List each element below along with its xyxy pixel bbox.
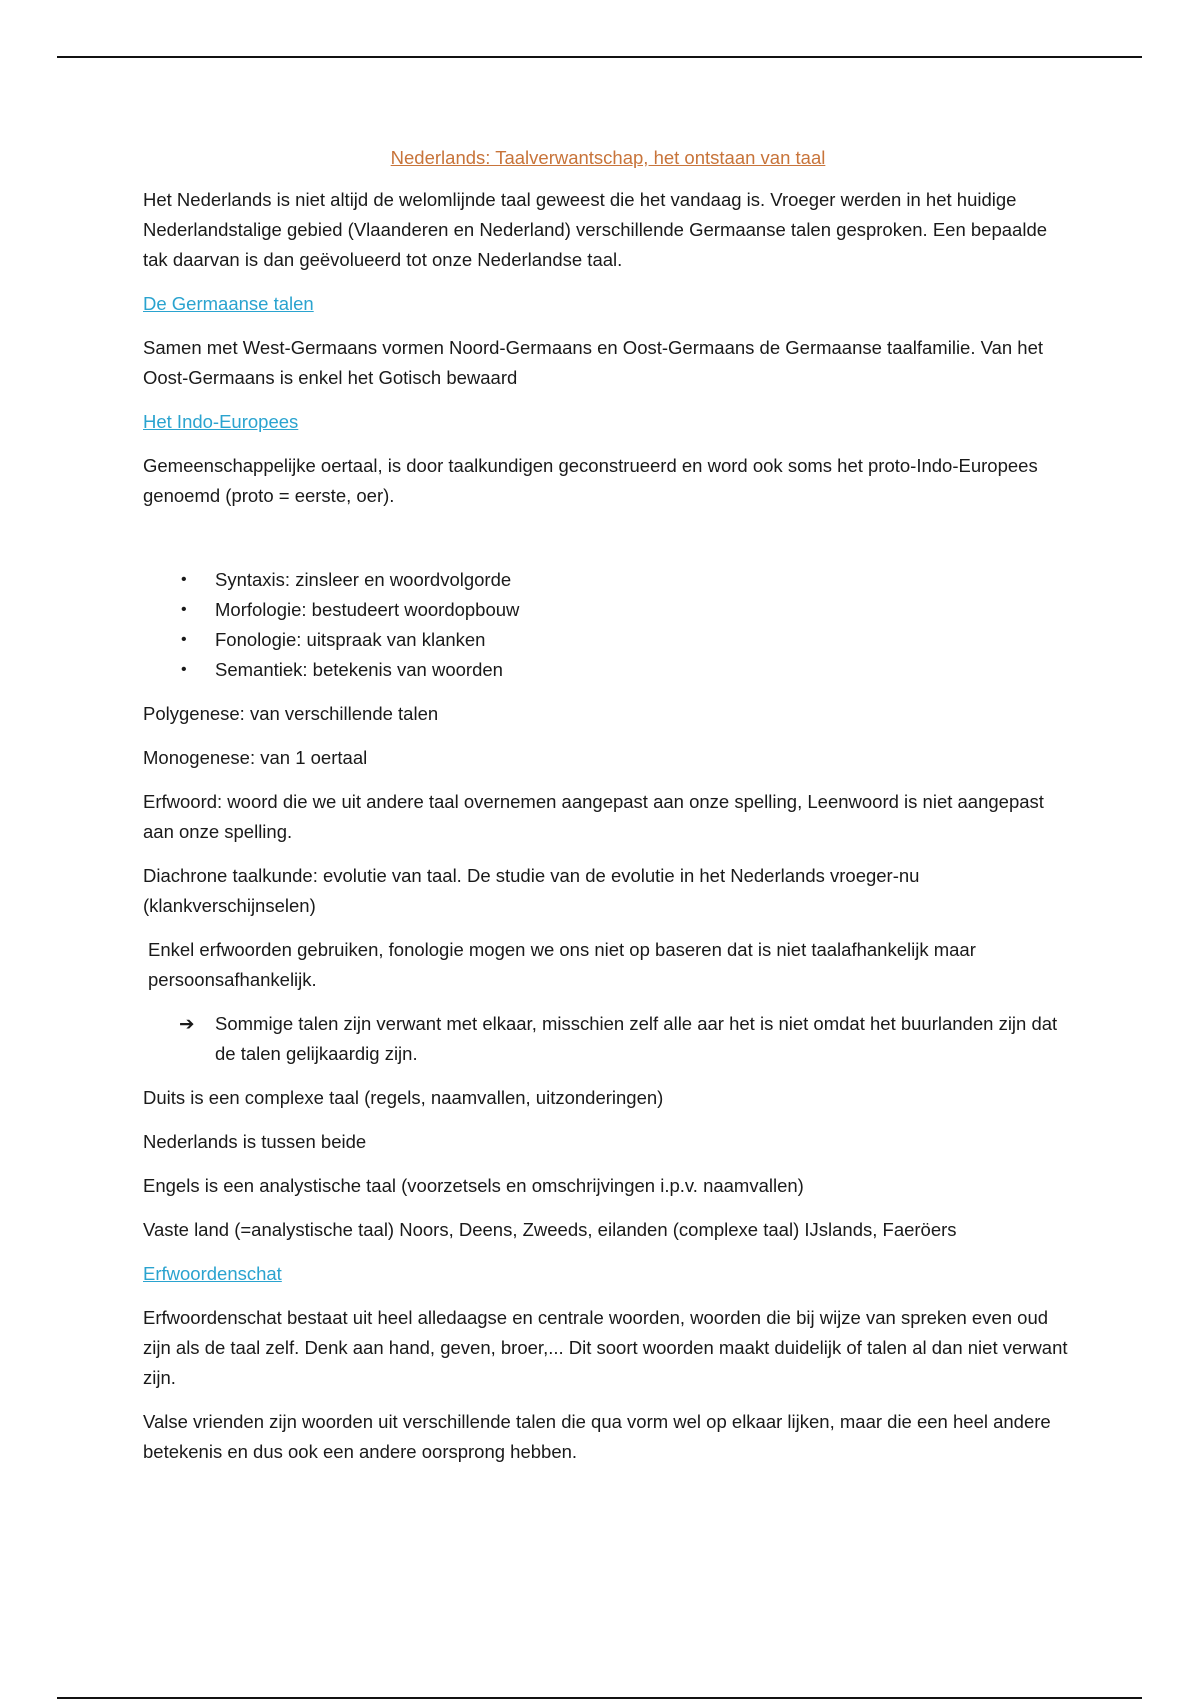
list-item (143, 625, 1073, 655)
bullet-icon: • (181, 661, 187, 678)
indo-europees-paragraph: Gemeenschappelijke oertaal, is door taalkundigen geconstrueerd en word ook soms het proto-Indo-Europees genoemd (proto = eerste, oer). (143, 455, 1038, 506)
document-body (143, 143, 1073, 1481)
list-item-text: Syntaxis: zinsleer en woordvolgorde (215, 569, 512, 590)
duits-paragraph: Duits is een complexe taal (regels, naamvallen, uitzonderingen) (143, 1087, 664, 1108)
linguistics-list (143, 565, 1073, 685)
list-item (143, 595, 1073, 625)
heading-erfwoordenschat: Erfwoordenschat (143, 1263, 282, 1284)
footer-rule (57, 1697, 1142, 1699)
list-item-text: Morfologie: bestudeert woordopbouw (215, 599, 520, 620)
list-item (143, 655, 1073, 685)
bullet-icon: • (181, 601, 187, 618)
diachrone-paragraph: Diachrone taalkunde: evolutie van taal. De studie van de evolutie in het Nederlands vroeger-nu (klankverschijnselen) (143, 865, 920, 916)
arrow-right-icon: ➔ (179, 1013, 195, 1034)
monogenese-paragraph: Monogenese: van 1 oertaal (143, 747, 368, 768)
erfwoordenschat-paragraph: Erfwoordenschat bestaat uit heel alledaagse en centrale woorden, woorden die bij wijze van spreken even oud zijn als de taal zelf. Denk aan hand, geven, broer,... Dit soort woorden maakt duidelijk of talen al dan niet verwant zijn. (143, 1307, 1068, 1388)
bullet-icon: • (181, 631, 187, 648)
nederlands-paragraph: Nederlands is tussen beide (143, 1131, 367, 1152)
arrow-note (143, 1009, 1073, 1069)
header-rule (57, 56, 1142, 58)
arrow-note-text: Sommige talen zijn verwant met elkaar, misschien zelf alle aar het is niet omdat het buurlanden zijn dat de talen gelijkaardig zijn. (215, 1013, 1058, 1064)
erfwoorden-gebruiken-paragraph: Enkel erfwoorden gebruiken, fonologie mogen we ons niet op baseren dat is niet taalafhankelijk maar persoonsafhankelijk. (148, 939, 976, 990)
list-item (143, 565, 1073, 595)
bullet-icon: • (181, 571, 187, 588)
blank-space (143, 525, 1073, 565)
document-title: Nederlands: Taalverwantschap, het ontstaan van taal (390, 147, 826, 168)
heading-germaanse-talen: De Germaanse talen (143, 293, 314, 314)
germaanse-talen-paragraph: Samen met West-Germaans vormen Noord-Germaans en Oost-Germaans de Germaanse taalfamilie. Van het Oost-Germaans is enkel het Gotisch bewaard (143, 337, 1044, 388)
list-item-text: Semantiek: betekenis van woorden (215, 659, 503, 680)
engels-paragraph: Engels is een analystische taal (voorzetsels en omschrijvingen i.p.v. naamvallen) (143, 1175, 804, 1196)
valse-vrienden-paragraph: Valse vrienden zijn woorden uit verschillende talen die qua vorm wel op elkaar lijken, maar die een heel andere betekenis en dus ook een andere oorsprong hebben. (143, 1411, 1051, 1462)
list-item-text: Fonologie: uitspraak van klanken (215, 629, 486, 650)
polygenese-paragraph: Polygenese: van verschillende talen (143, 703, 439, 724)
vaste-land-paragraph: Vaste land (=analystische taal) Noors, Deens, Zweeds, eilanden (complexe taal) IJslands, Faeröers (143, 1219, 957, 1240)
intro-paragraph: Het Nederlands is niet altijd de welomlijnde taal geweest die het vandaag is. Vroeger werden in het huidige Nederlandstalige gebied (Vlaanderen en Nederland) verschillende Germaanse talen gesproken. Een bepaalde tak daarvan is dan geëvolueerd tot onze Nederlandse taal. (143, 189, 1048, 270)
heading-indo-europees: Het Indo-Europees (143, 411, 299, 432)
erfwoord-paragraph: Erfwoord: woord die we uit andere taal overnemen aangepast aan onze spelling, Leenwoord is niet aangepast aan onze spelling. (143, 791, 1044, 842)
